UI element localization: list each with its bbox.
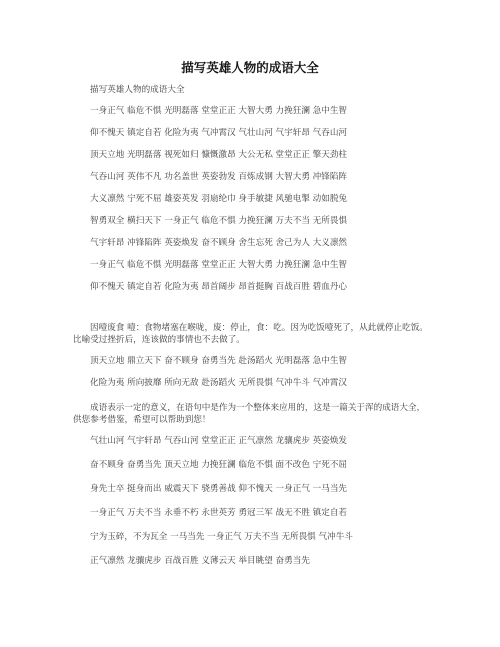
idiom-line: 气吞山河 英伟不凡 功名盖世 英姿勃发 百炼成钢 大智大勇 冲锋陷阵: [90, 172, 348, 182]
idiom-line: 气宇轩昂 冲锋陷阵 英姿焕发 奋不顾身 舍生忘死 舍己为人 大义凛然: [90, 238, 348, 248]
idiom-line: 化险为夷 所向披靡 所向无敌 赴汤蹈火 无所畏惧 气冲牛斗 气冲霄汉: [90, 378, 348, 388]
idiom-line: 宁为玉碎，不为瓦全 一马当先 一身正气 万夫不当 无所畏惧 气冲牛斗: [90, 532, 353, 542]
idiom-line: 气壮山河 气宇轩昂 气吞山河 堂堂正正 正气凛然 龙骧虎步 英姿焕发: [90, 436, 348, 446]
idiom-line: 奋不顾身 奋勇当先 顶天立地 力挽狂澜 临危不惧 面不改色 宁死不屈: [90, 460, 348, 470]
intro-paragraph: 成语表示一定的意义，在语句中是作为一个整体来应用的，这是一篇关于浑的成语大全，供您参考借鉴，希望可以帮助到您！: [73, 403, 426, 425]
subtitle: 描写英雄人物的成语大全: [90, 85, 185, 95]
document-title: 描写英雄人物的成语大全: [181, 60, 319, 75]
definition-paragraph: 因噎废食 噎：食物堵塞在喉咙，废：停止，食：吃。因为吃饭噎死了，从此就停止吃饭。比喻受过挫折后，连该做的事情也不去做了。: [73, 323, 428, 345]
idiom-line: 身先士卒 挺身而出 威震天下 骁勇善战 仰不愧天 一身正气 一马当先: [90, 484, 348, 494]
idiom-line: 仰不愧天 镇定自若 化险为夷 气冲霄汉 气壮山河 气宇轩昂 气吞山河: [90, 128, 348, 138]
idiom-line: 一身正气 万夫不当 永垂不朽 永世英芳 勇冠三军 战无不胜 镇定自若: [90, 508, 348, 518]
idiom-line: 一身正气 临危不惧 光明磊落 堂堂正正 大智大勇 力挽狂澜 急中生智: [90, 106, 348, 116]
idiom-line: 大义凛然 宁死不屈 雄姿英发 羽扇纶巾 身手敏捷 风驰电掣 动如脱兔: [90, 194, 348, 204]
idiom-line: 一身正气 临危不惧 光明磊落 堂堂正正 大智大勇 力挽狂澜 急中生智: [90, 260, 348, 270]
idiom-line: 顶天立地 鼎立天下 奋不顾身 奋勇当先 赴汤蹈火 光明磊落 急中生智: [90, 356, 348, 366]
idiom-line: 正气凛然 龙骧虎步 百战百胜 义薄云天 举目眺望 奋勇当先: [90, 556, 310, 566]
idiom-line: 仰不愧天 镇定自若 化险为夷 昂首阔步 昂首挺胸 百战百胜 碧血丹心: [90, 282, 348, 292]
idiom-line: 智勇双全 横扫天下 一身正气 临危不惧 力挽狂澜 万夫不当 无所畏惧: [90, 216, 348, 226]
idiom-line: 顶天立地 光明磊落 视死如归 慷慨激昂 大公无私 堂堂正正 擎天劲柱: [90, 150, 348, 160]
